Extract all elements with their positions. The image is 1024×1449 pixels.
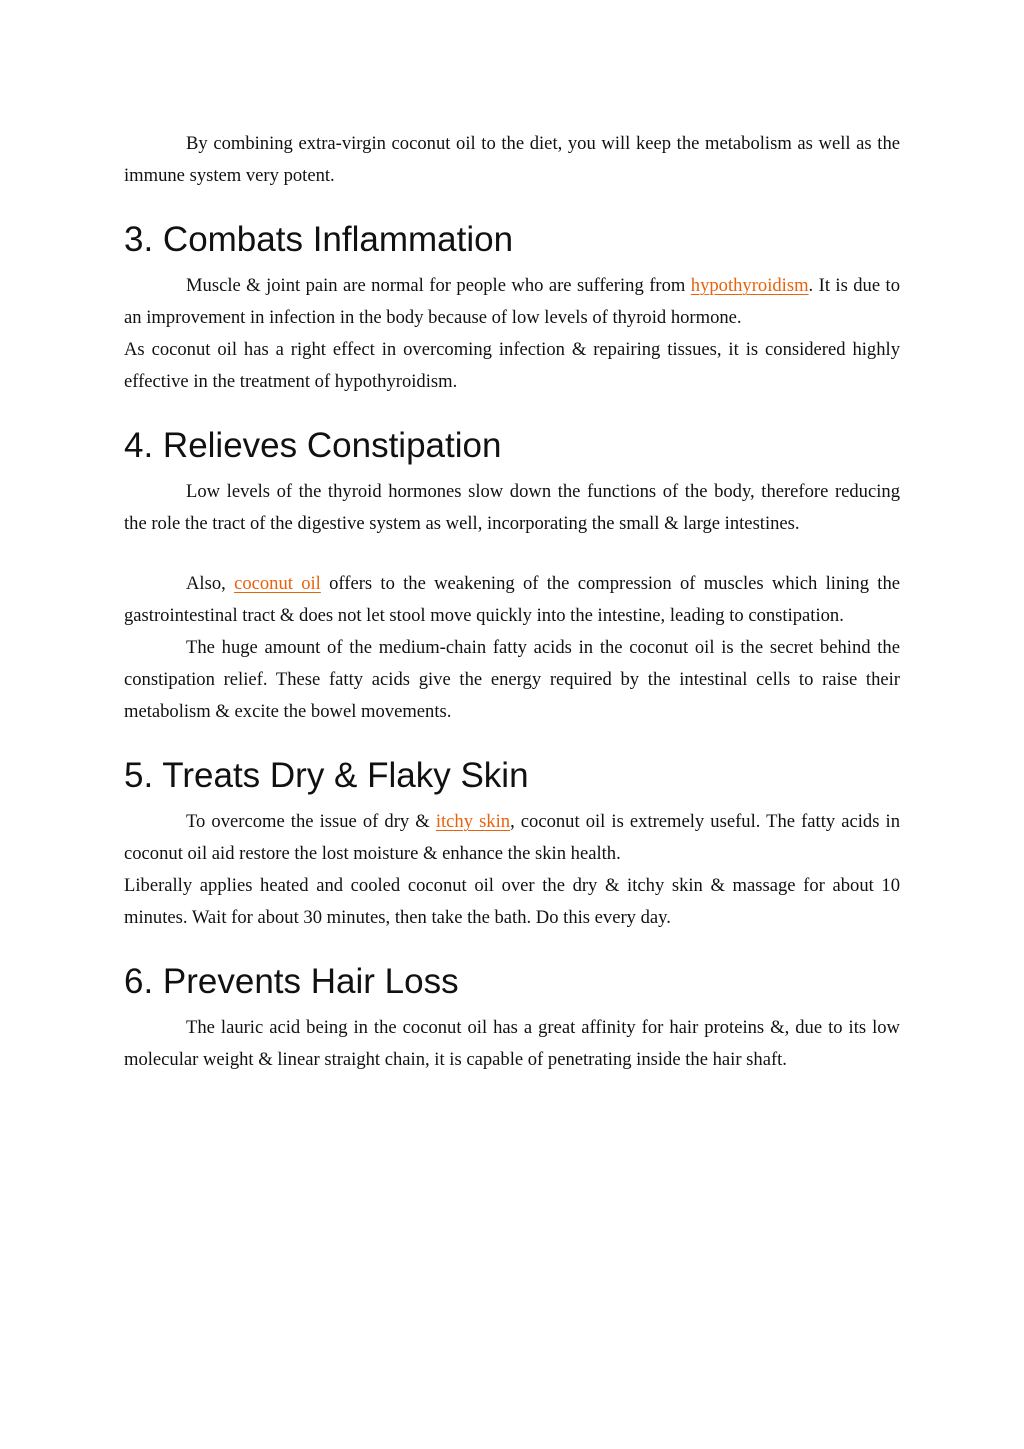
- inflammation-paragraph-1: [124, 270, 900, 334]
- constipation-text-after: offers to the weakening of the compression of muscles which lining the gastrointestinal tract & does not let stool move quickly into the intestine, leading to constipation.: [124, 573, 900, 626]
- document-page: [124, 128, 900, 1076]
- intro-paragraph: By combining extra-virgin coconut oil to the diet, you will keep the metabolism as well as the immune system very potent.: [124, 133, 900, 186]
- inflammation-text-before: Muscle & joint pain are normal for people who are suffering from: [186, 275, 691, 296]
- hair-loss-paragraph-1: The lauric acid being in the coconut oil has a great affinity for hair proteins &, due to its low molecular weight & linear straight chain, it is capable of penetrating inside the hair shaft.: [124, 1017, 900, 1070]
- skin-paragraph-1: [124, 806, 900, 870]
- coconut-oil-link[interactable]: coconut oil: [234, 573, 321, 594]
- section-heading-combats-inflammation: 3. Combats Inflammation: [124, 220, 514, 259]
- itchy-skin-link[interactable]: itchy skin: [435, 811, 511, 832]
- constipation-text-before: Also,: [186, 573, 235, 594]
- constipation-paragraph-2: [124, 568, 900, 632]
- hypothyroidism-link[interactable]: hypothyroidism: [690, 275, 809, 296]
- skin-paragraph-2: Liberally applies heated and cooled coconut oil over the dry & itchy skin & massage for about 10 minutes. Wait for about 30 minutes, then take the bath. Do this every day.: [124, 875, 900, 928]
- inflammation-paragraph-2: As coconut oil has a right effect in overcoming infection & repairing tissues, it is considered highly effective in the treatment of hypothyroidism.: [124, 339, 900, 392]
- skin-text-before: To overcome the issue of dry &: [186, 811, 436, 832]
- skin-text-after: , coconut oil is extremely useful. The fatty acids in coconut oil aid restore the lost moisture & enhance the skin health.: [124, 811, 900, 864]
- constipation-paragraph-1: Low levels of the thyroid hormones slow down the functions of the body, therefore reducing the role the tract of the digestive system as well, incorporating the small & large intestines.: [124, 481, 900, 534]
- section-heading-relieves-constipation: 4. Relieves Constipation: [124, 426, 502, 465]
- section-heading-prevents-hair-loss: 6. Prevents Hair Loss: [124, 962, 459, 1001]
- constipation-paragraph-3: The huge amount of the medium-chain fatty acids in the coconut oil is the secret behind the constipation relief. These fatty acids give the energy required by the intestinal cells to raise their metabolism & excite the bowel movements.: [124, 637, 900, 722]
- section-heading-treats-dry-flaky-skin: 5. Treats Dry & Flaky Skin: [124, 756, 529, 795]
- inflammation-text-after: . It is due to an improvement in infection in the body because of low levels of thyroid hormone.: [124, 275, 901, 328]
